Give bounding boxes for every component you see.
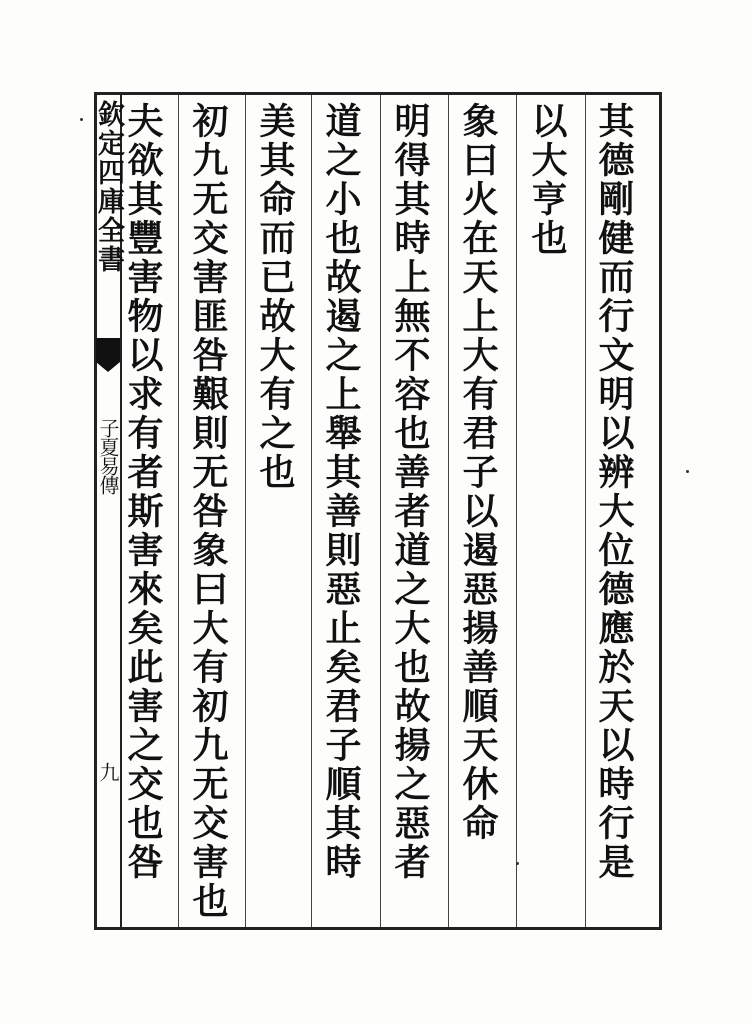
text-column-8: 夫欲其豐害物以求有者斯害來矣此害之交也咎 — [122, 102, 164, 882]
text-column-4: 明得其時上無不容也善者道之大也故揚之惡者 — [389, 102, 431, 882]
margin-page-number: 九 — [96, 762, 120, 782]
column-rule — [311, 95, 312, 927]
text-column-5: 道之小也故遏之上舉其善則惡止矣君子順其時 — [320, 102, 362, 882]
text-column-2: 以大亨也 — [526, 102, 568, 258]
fishtail-mark — [96, 338, 120, 362]
margin-volume-title: 子夏易傳 — [96, 418, 120, 494]
column-rule — [585, 95, 586, 927]
column-rule — [380, 95, 381, 927]
page-border — [94, 92, 662, 930]
column-rule — [448, 95, 449, 927]
text-column-3: 象曰火在天上大有君子以遏惡揚善順天休命 — [457, 102, 499, 843]
column-rule — [245, 95, 246, 927]
text-column-7: 初九无交害匪咎艱則无咎象曰大有初九无交害也 — [187, 102, 229, 921]
scan-speck — [80, 118, 83, 121]
text-column-1: 其德剛健而行文明以辨大位德應於天以時行是 — [593, 102, 635, 882]
scan-speck — [686, 470, 689, 473]
scan-speck — [516, 862, 519, 865]
column-rule — [178, 95, 179, 927]
margin-book-title: 欽定四庫全書 — [93, 100, 124, 274]
column-rule — [516, 95, 517, 927]
text-column-6: 美其命而已故大有之也 — [254, 102, 296, 492]
